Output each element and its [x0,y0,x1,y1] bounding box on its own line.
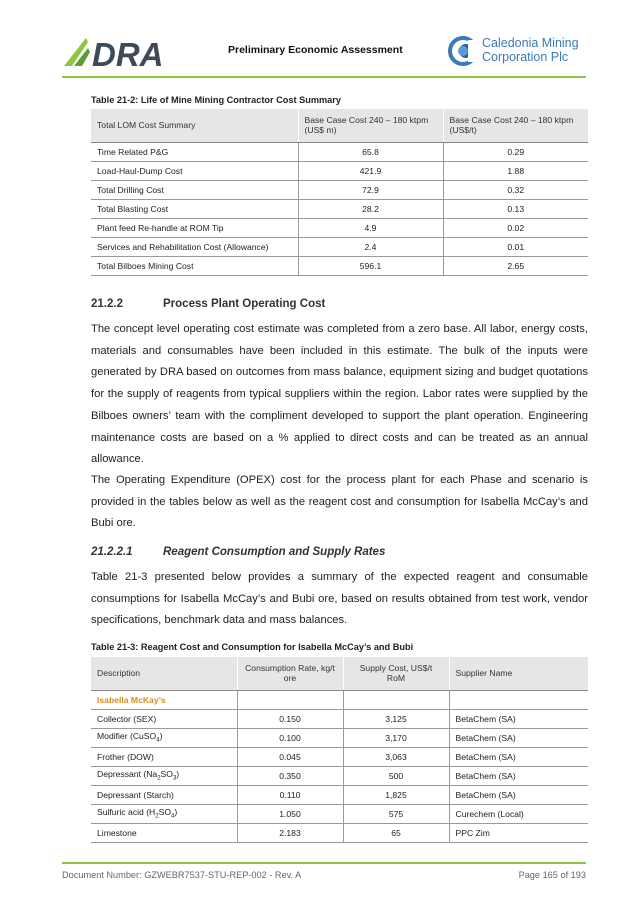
cell-supplier: BetaChem (SA) [449,709,588,728]
table-row [91,728,588,747]
cell-value: 3,063 [343,747,449,766]
table-row [91,142,588,161]
cell-label: Sulfuric acid $(H_2SO_4)$ [91,804,237,823]
cell-supplier: BetaChem (SA) [449,747,588,766]
cell-supplier: BetaChem (SA) [449,728,588,747]
header-title: Preliminary Economic Assessment [228,44,403,56]
table-row [91,804,588,823]
table-row [91,180,588,199]
cell-value: 500 [343,766,449,785]
table-row [91,199,588,218]
cell-value: 421.9 [298,161,443,180]
caledonia-logo [448,36,586,72]
cell-value: 1.050 [237,804,343,823]
table2-caption: Table 21-3: Reagent Cost and Consumption for Isabella McCay’s and Bubi [91,642,414,652]
section-title: Process Plant Operating Cost [163,298,326,310]
dra-logo-text: DRA [92,36,164,70]
subsection-title: Reagent Consumption and Supply Rates [163,546,386,558]
page-number: Page 165 of 193 [518,870,586,880]
cell-value: 28.2 [298,199,443,218]
cell-value: 2.4 [298,237,443,256]
table1-caption: Table 21-2: Life of Mine Mining Contractor Cost Summary [91,95,341,105]
cell-value: 0.02 [443,218,588,237]
cell-value: 3,170 [343,728,449,747]
table-row [91,709,588,728]
dra-logo [62,32,202,70]
mining-cost-table [91,109,588,276]
column-header: Consumption Rate, kg/t ore [237,657,343,690]
table-group-row [91,690,588,709]
cell-label: Load-Haul-Dump Cost [91,161,298,180]
cell-value: 0.13 [443,199,588,218]
document-number: Document Number: GZWEBR7537-STU-REP-002 - Rev. A [62,870,302,880]
cell-label: Total Drilling Cost [91,180,298,199]
cell-label: Total Bilboes Mining Cost [91,256,298,275]
table-row [91,823,588,842]
table-row [91,766,588,785]
cell-value: 0.350 [237,766,343,785]
cell-supplier: PPC Zim [449,823,588,842]
table-header-row [91,657,588,690]
cell-label: Services and Rehabilitation Cost (Allowance) [91,237,298,256]
caledonia-mark-icon [448,36,478,66]
cell-value: 1.88 [443,161,588,180]
section-number: 21.2.2 [91,298,123,310]
table-row [91,256,588,275]
column-header: Base Case Cost 240 – 180 ktpm (US$ m) [298,109,443,142]
cell-value: 65 [343,823,449,842]
header-rule [62,76,586,78]
cell-value: 0.045 [237,747,343,766]
cell-value: 0.32 [443,180,588,199]
cell-value: 2.65 [443,256,588,275]
column-header: Description [91,657,237,690]
cell-value: 596.1 [298,256,443,275]
cell-label: Plant feed Re-handle at ROM Tip [91,218,298,237]
section-paragraph-1: The concept level operating cost estimate was completed from a zero base. All labor, energy costs, materials and consumables have been included in this estimate. The bulk of the inputs were generated by DRA based on outcomes from mass balance, equipment sizing and budget quotations for the supply of reagents from typical suppliers within the region. Labor rates were supplied by the Bilboes owners’ team with the compliment developed to support the plant operation. Engineering maintenance costs are based on a % applied to direct costs and can be treated as an annual allowance. [91,323,588,466]
table-row [91,161,588,180]
subsection-number: 21.2.2.1 [91,546,133,558]
page-header [62,30,586,74]
cell-label: Time Related P&G [91,142,298,161]
cell-value: 1,825 [343,785,449,804]
table-row [91,237,588,256]
cell-value: 72.9 [298,180,443,199]
cell-value: 0.150 [237,709,343,728]
cell-value: 0.110 [237,785,343,804]
cell-label: Limestone [91,823,237,842]
cell-label: Depressant $(Na_2SO_3)$ [91,766,237,785]
cell-value: 4.9 [298,218,443,237]
cell-supplier: BetaChem (SA) [449,785,588,804]
footer-rule [62,862,586,864]
table-row [91,747,588,766]
subsection-paragraph: Table 21-3 presented below provides a summary of the expected reagent and consumable consumptions for Isabella McCay’s and Bubi ore, based on results obtained from test work, vendor specifications, benchmark data and mass balances. [91,571,588,627]
section-heading [91,298,325,310]
cell-value: 0.100 [237,728,343,747]
section-paragraph-2: The Operating Expenditure (OPEX) cost for the process plant for each Phase and scenario is provided in the tables below as well as the reagent cost and consumption for Isabella McCay’s and Bubi ore. [91,474,588,530]
subsection-heading [91,546,385,558]
cell-value: 65.8 [298,142,443,161]
cell-value: 575 [343,804,449,823]
column-header: Base Case Cost 240 – 180 ktpm (US$/t) [443,109,588,142]
column-header: Total LOM Cost Summary [91,109,298,142]
caledonia-logo-text: Caledonia Mining Corporation Plc [482,36,579,64]
column-header: Supply Cost, US$/t RoM [343,657,449,690]
cell-value: 0.29 [443,142,588,161]
table-row [91,785,588,804]
column-header: Supplier Name [449,657,588,690]
reagent-cost-table [91,657,588,843]
cell-label: Collector (SEX) [91,709,237,728]
cell-label: Modifier (CuSO$_4$) [91,728,237,747]
cell-value: 3,125 [343,709,449,728]
table-header-row [91,109,588,142]
cell-label: Frother (DOW) [91,747,237,766]
group-label: Isabella McKay’s [91,690,237,709]
cell-value: 0.01 [443,237,588,256]
cell-label: Total Blasting Cost [91,199,298,218]
cell-label: Depressant (Starch) [91,785,237,804]
cell-supplier: BetaChem (SA) [449,766,588,785]
table-row [91,218,588,237]
cell-supplier: Curechem (Local) [449,804,588,823]
cell-value: 2.183 [237,823,343,842]
